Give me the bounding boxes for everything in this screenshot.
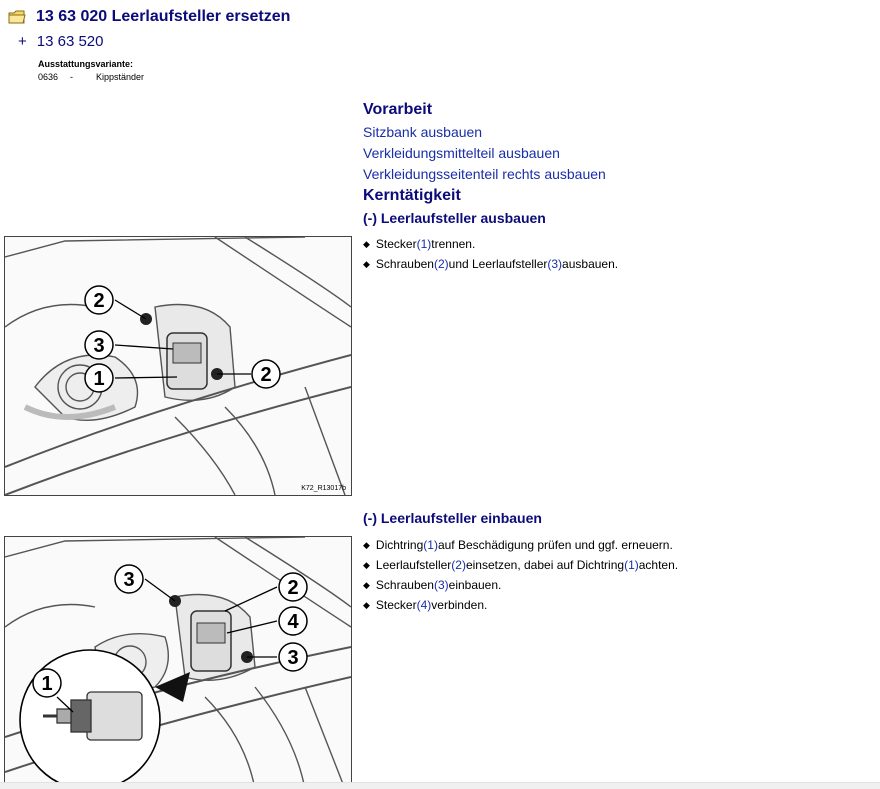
figure-installation: [4, 536, 352, 789]
prep-link-center-fairing[interactable]: Verkleidungsmittelteil ausbauen: [363, 145, 560, 161]
ref-link[interactable]: (1): [416, 237, 432, 251]
list-item: ◆ Schrauben (3) einbauen.: [363, 578, 502, 592]
page-title: 13 63 020 Leerlaufsteller ersetzen: [36, 8, 291, 25]
install-steps: [363, 535, 678, 615]
prep-link-side-fairing[interactable]: Verkleidungsseitenteil rechts ausbauen: [363, 166, 606, 182]
ref-link[interactable]: (1): [423, 538, 438, 552]
equipment-name: Kippständer: [96, 72, 145, 82]
bullet-icon: ◆: [363, 539, 370, 550]
bullet-icon: ◆: [363, 579, 370, 590]
callout-label: 3: [93, 335, 105, 357]
callout-label: 3: [287, 647, 299, 669]
figure-removal: [4, 236, 352, 496]
figure-caption: K72_R13017b: [301, 485, 346, 492]
callout-label: 4: [287, 611, 299, 633]
callout-label: 1: [93, 368, 105, 390]
remove-steps: [363, 234, 618, 274]
list-item: ◆ Dichtring (1) auf Beschädigung prüfen und ggf. erneuern.: [363, 538, 673, 552]
list-item: ◆ Leerlaufsteller (2) einsetzen, dabei auf Dichtring (1) achten.: [363, 558, 679, 572]
removal-illustration: [5, 237, 351, 495]
equipment-code: 0636: [38, 72, 59, 82]
core-heading: Kerntätigkeit: [363, 187, 461, 204]
bullet-icon: ◆: [363, 599, 370, 610]
list-item: ◆ Schrauben (2) und Leerlaufsteller (3) ausbauen.: [363, 257, 619, 271]
list-item: ◆ Stecker (1) trennen.: [363, 237, 476, 251]
prep-heading: Vorarbeit: [363, 101, 433, 118]
related-procedure-code[interactable]: 13 63 520: [36, 33, 104, 50]
callout-label: 2: [287, 577, 299, 599]
expand-plus-icon[interactable]: +: [18, 33, 27, 50]
callout-label: 1: [41, 673, 53, 695]
related-procedure[interactable]: [18, 33, 104, 50]
equipment-label: Ausstattungsvariante:: [38, 59, 134, 69]
ref-link[interactable]: (4): [416, 598, 432, 612]
callout-label: 2: [93, 290, 105, 312]
ref-link[interactable]: (2): [433, 257, 449, 271]
callout-label: 2: [260, 364, 272, 386]
callout-label: 3: [123, 569, 135, 591]
section-remove-heading: (-) Leerlaufsteller ausbauen: [363, 210, 546, 226]
equipment-variant: [38, 59, 144, 82]
page-header: [8, 8, 290, 26]
ref-link[interactable]: (3): [433, 578, 449, 592]
installation-illustration: [5, 537, 351, 789]
folder-icon: [8, 10, 26, 24]
prep-link-seat[interactable]: Sitzbank ausbauen: [363, 124, 483, 140]
ref-link[interactable]: (1): [624, 558, 639, 572]
equipment-dash: -: [70, 72, 73, 82]
ref-link[interactable]: (3): [547, 257, 563, 271]
bullet-icon: ◆: [363, 559, 370, 570]
list-item: ◆ Stecker (4) verbinden.: [363, 598, 488, 612]
ref-link[interactable]: (2): [451, 558, 466, 572]
section-install-heading: (-) Leerlaufsteller einbauen: [363, 510, 542, 526]
bullet-icon: ◆: [363, 258, 370, 269]
bullet-icon: ◆: [363, 238, 370, 249]
